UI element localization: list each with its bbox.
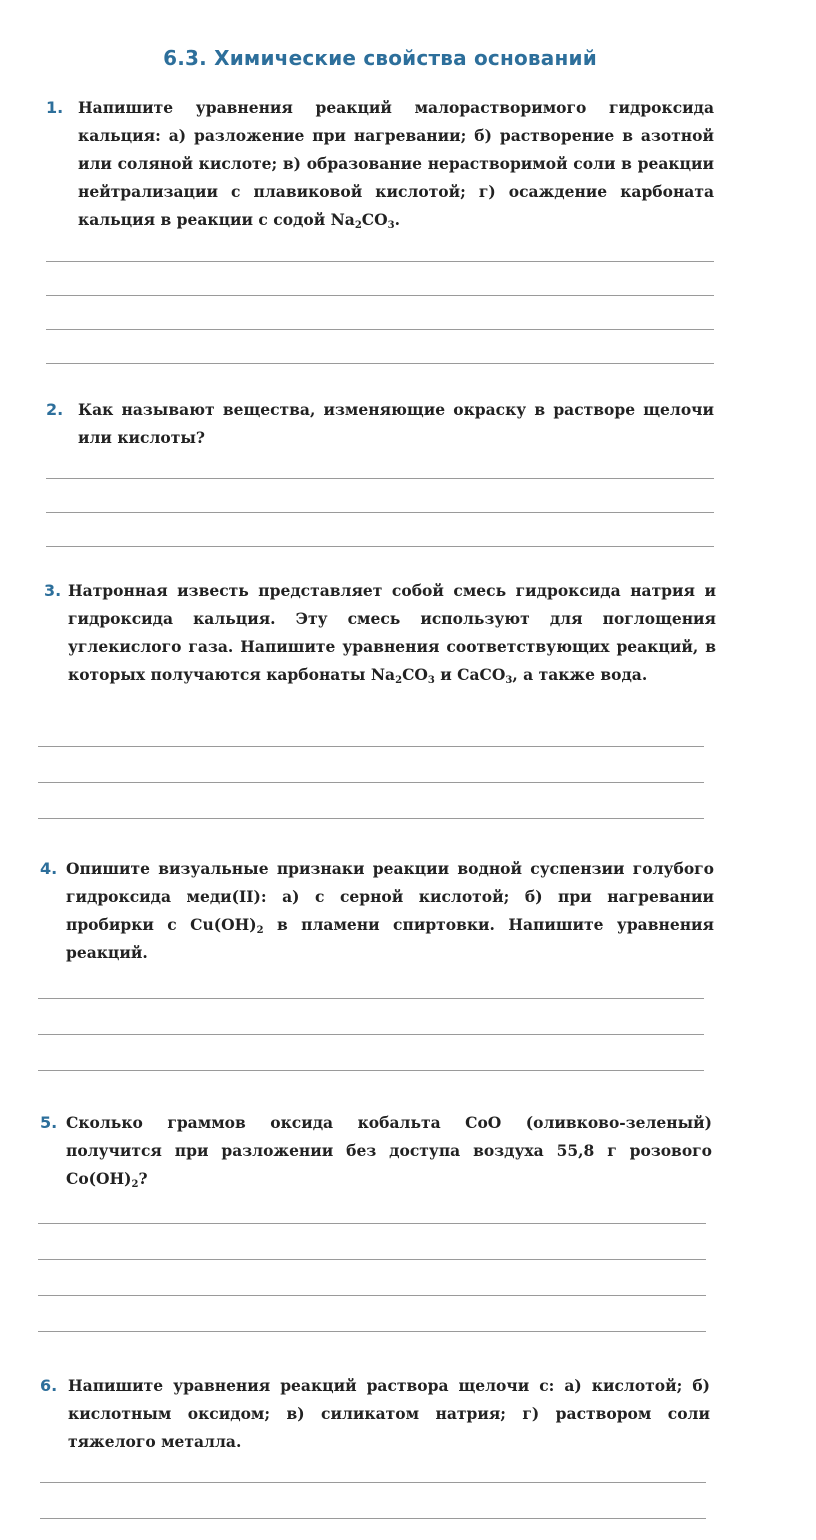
task-text [68, 577, 716, 689]
task-text [78, 94, 714, 234]
answer-line[interactable] [40, 1482, 706, 1483]
subscript: 2 [395, 675, 403, 686]
answer-line[interactable] [46, 261, 714, 262]
task-number: 1. [46, 98, 64, 117]
task-text-part: . [394, 210, 400, 229]
answer-line[interactable] [38, 1223, 706, 1224]
task-text [66, 855, 714, 967]
answer-line[interactable] [38, 1295, 706, 1296]
task-number: 6. [40, 1376, 58, 1395]
answer-line[interactable] [38, 746, 704, 747]
task-number: 2. [46, 400, 64, 419]
task-text-part: , а также вода. [512, 665, 648, 684]
task-text-part: CO [402, 665, 428, 684]
section-title: 6.3. Химические свойства оснований [163, 46, 597, 70]
subscript: 2 [131, 1179, 139, 1190]
task-text-part: CO [361, 210, 388, 229]
subscript: 2 [354, 220, 362, 231]
task-text-part: ? [138, 1169, 148, 1188]
answer-line[interactable] [38, 818, 704, 819]
answer-line[interactable] [40, 1518, 706, 1519]
answer-line[interactable] [46, 512, 714, 513]
task-text-part: Натронная известь представляет собой смесь гидроксида натрия и гидроксида кальция. Эту смесь используют для поглощения углекислого газа. Напишите уравнения соответствующих реакций, в которых получаются карбонаты Na [68, 581, 716, 684]
subscript: 3 [427, 675, 435, 686]
task-text-part: в пламени спиртовки. Напишите уравнения реакций. [66, 915, 714, 962]
task-number: 5. [40, 1113, 58, 1132]
task-text-part: Напишите уравнения реакций малорастворимого гидроксида кальция: а) разложение при нагревании; б) растворение в азотной или соляной кислоте; в) образование нерастворимой соли в реакции нейтрализации с плавиковой кислотой; г) осаждение карбоната кальция в реакции с содой Na [78, 98, 714, 229]
answer-line[interactable] [46, 546, 714, 547]
subscript: 3 [387, 220, 395, 231]
answer-line[interactable] [46, 363, 714, 364]
answer-line[interactable] [38, 1070, 704, 1071]
task-text [66, 1109, 712, 1193]
task-number: 3. [44, 581, 62, 600]
task-text: Как называют вещества, изменяющие окраску в растворе щелочи или кислоты? [78, 400, 714, 447]
answer-line[interactable] [38, 998, 704, 999]
answer-line[interactable] [46, 329, 714, 330]
task-text-part: Сколько граммов оксида кобальта CoO (оливково-зеленый) получится при разложении без доступа воздуха 55,8 г розового Co(OH) [66, 1113, 712, 1188]
answer-line[interactable] [38, 1259, 706, 1260]
answer-line[interactable] [46, 478, 714, 479]
task-text-part: Опишите визуальные признаки реакции водной суспензии голубого гидроксида меди(II): а) с серной кислотой; б) при нагревании пробирки с Cu(OH) [66, 859, 714, 934]
answer-line[interactable] [38, 1331, 706, 1332]
answer-line[interactable] [46, 295, 714, 296]
answer-line[interactable] [38, 782, 704, 783]
task-text-part: и CaCO [434, 665, 506, 684]
task-text: Напишите уравнения реакций раствора щелочи с: а) кислотой; б) кислотным оксидом; в) силикатом натрия; г) раствором соли тяжелого металла. [68, 1376, 710, 1451]
answer-line[interactable] [38, 1034, 704, 1035]
subscript: 2 [256, 925, 264, 936]
subscript: 3 [505, 675, 513, 686]
task-number: 4. [40, 859, 58, 878]
